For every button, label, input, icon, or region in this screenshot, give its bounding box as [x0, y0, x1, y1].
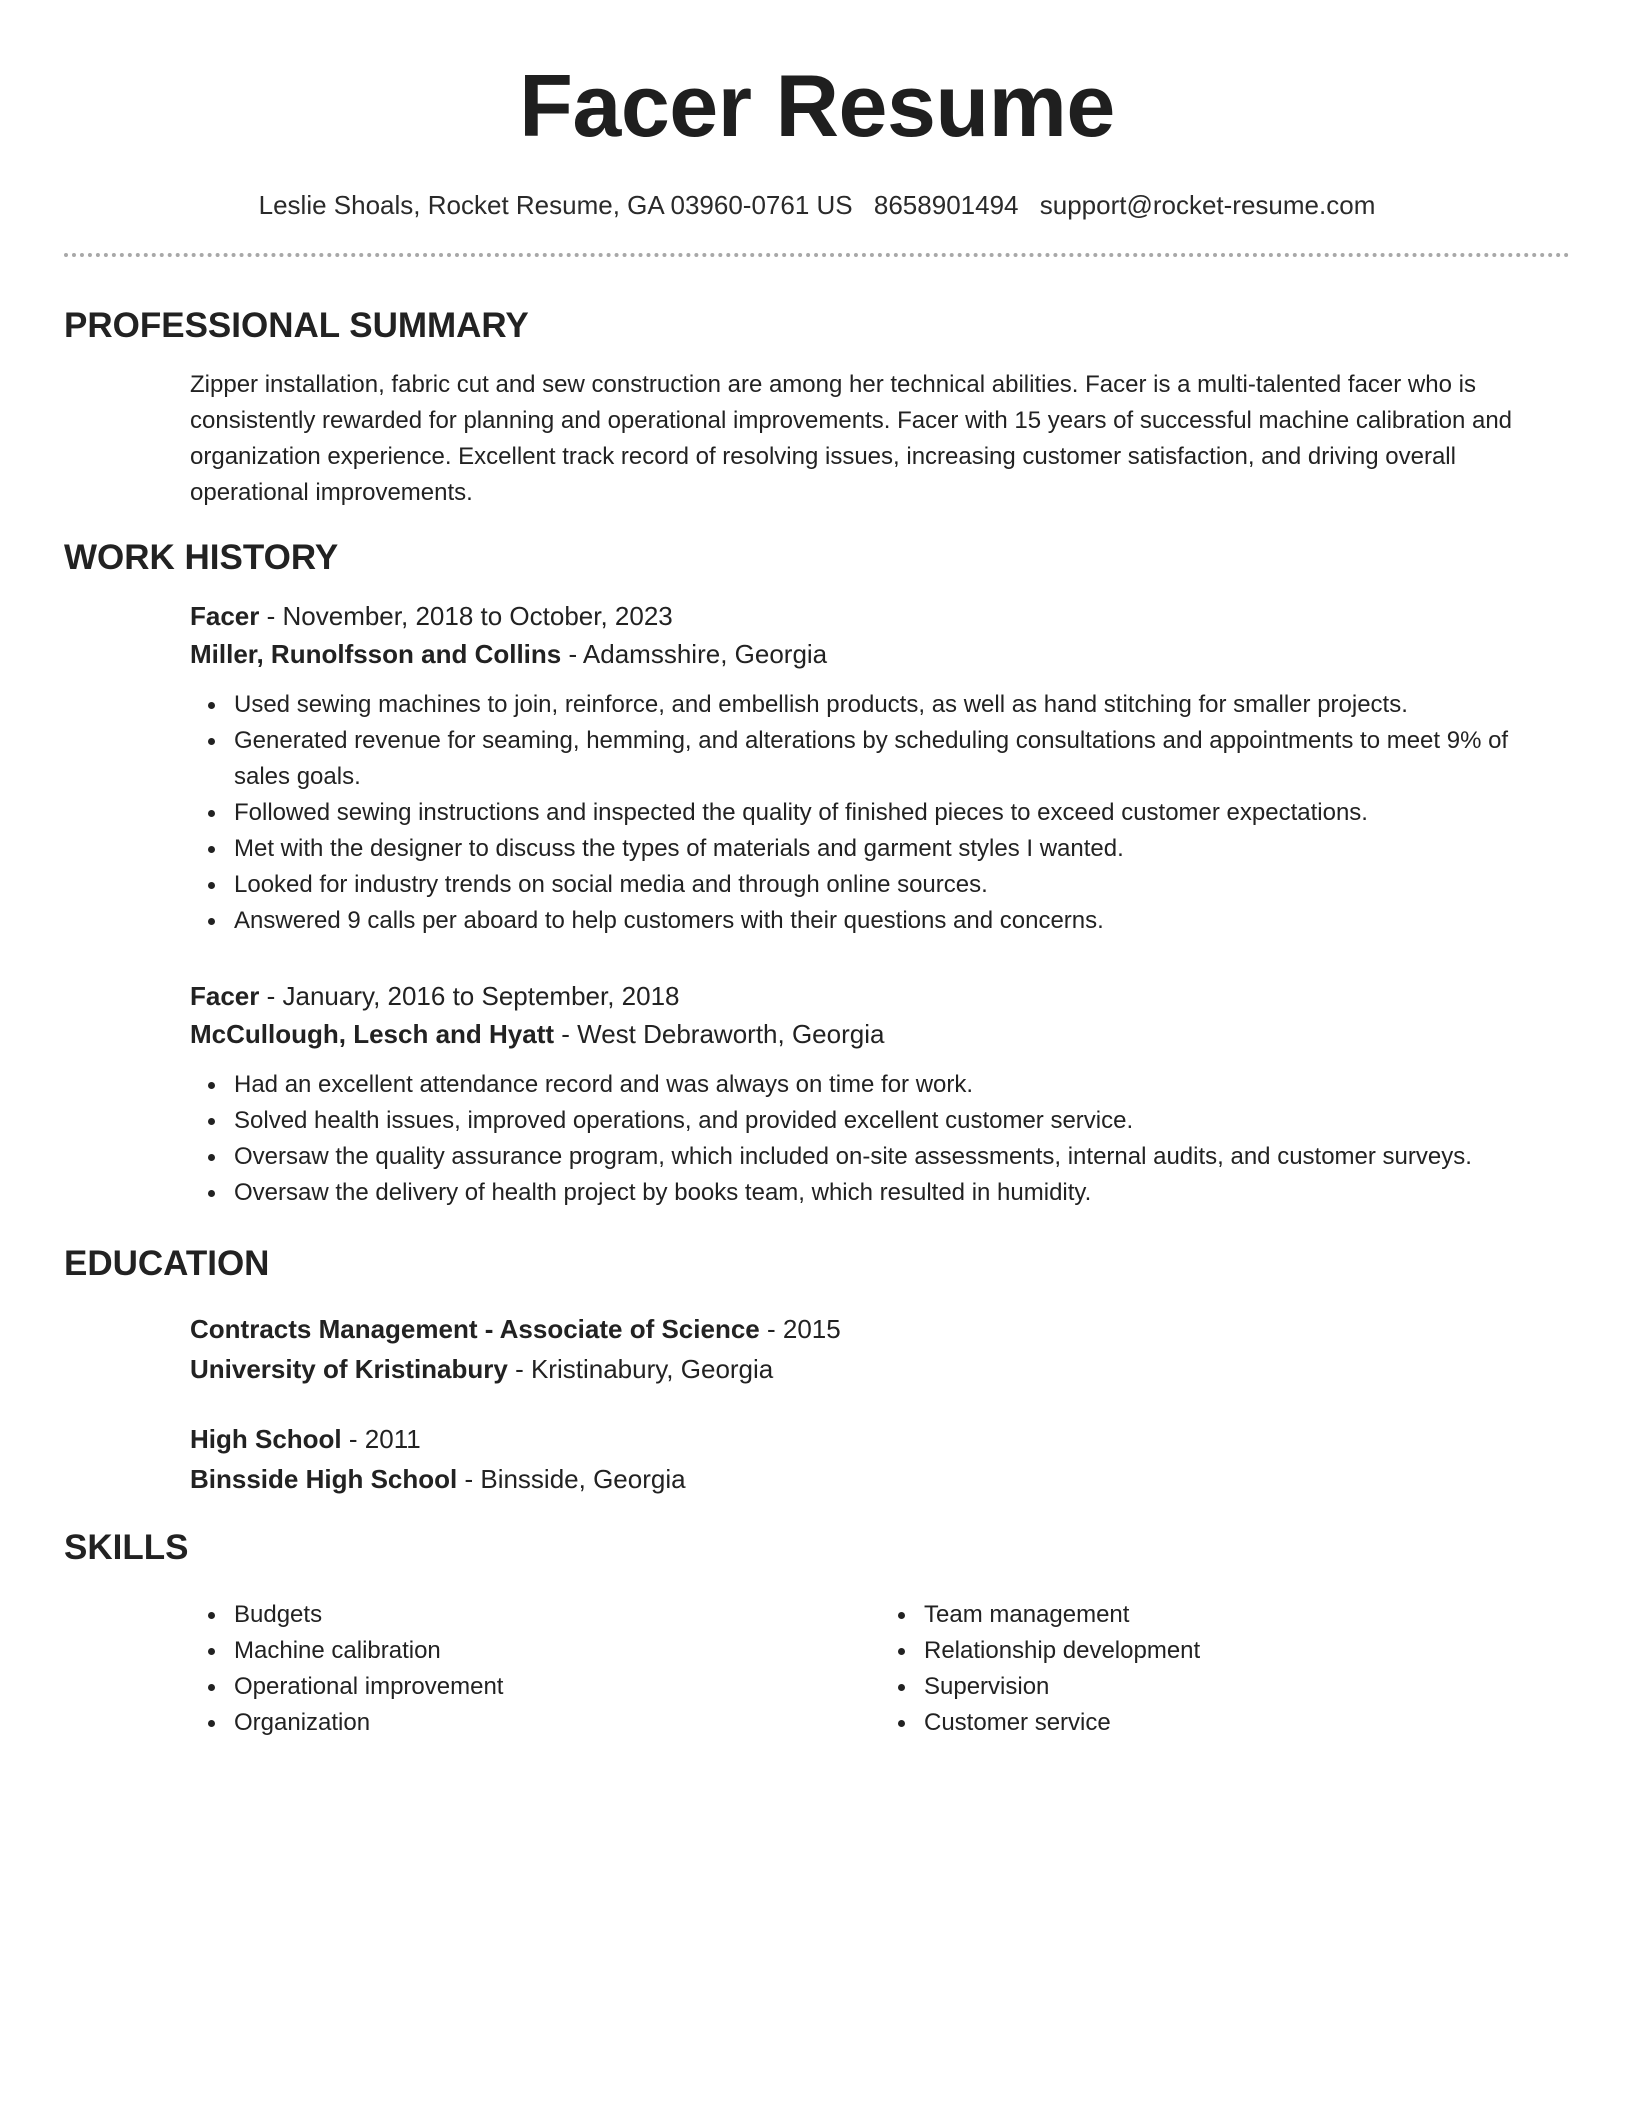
contact-info: [64, 190, 1570, 221]
contact-phone: 8658901494: [873, 190, 1019, 220]
contact-email: support@rocket-resume.com: [1039, 190, 1376, 220]
education-year: - 2011: [341, 1424, 421, 1455]
section-heading-summary: PROFESSIONAL SUMMARY: [64, 306, 529, 346]
job-bullets: [234, 687, 1570, 939]
education-entry: [190, 1419, 1570, 1499]
job-title: Facer: [190, 601, 260, 632]
skill-item: Operational improvement: [234, 1669, 880, 1705]
section-heading-education: EDUCATION: [64, 1244, 270, 1284]
job-bullet: Met with the designer to discuss the types of materials and garment styles I wanted.: [234, 831, 1570, 867]
job-bullet: Generated revenue for seaming, hemming, and alterations by scheduling consultations and appointments to meet 9% of sales goals.: [234, 723, 1570, 795]
education-school: University of Kristinabury: [190, 1354, 508, 1385]
job-bullet: Answered 9 calls per aboard to help customers with their questions and concerns.: [234, 903, 1570, 939]
skills-column-left: [234, 1597, 880, 1741]
job-title-line: [190, 977, 1570, 1015]
job-bullets: [234, 1067, 1570, 1211]
job-company: Miller, Runolfsson and Collins: [190, 639, 562, 670]
job-bullet: Oversaw the delivery of health project by books team, which resulted in humidity.: [234, 1175, 1570, 1211]
job-company-line: [190, 1015, 1570, 1053]
job-location: - West Debraworth, Georgia: [554, 1019, 885, 1050]
job-entry: [190, 977, 1570, 1211]
education-year: - 2015: [759, 1314, 841, 1345]
education: [190, 1309, 1570, 1499]
skills-column-right: [924, 1597, 1570, 1741]
resume-page: [64, 0, 1570, 1741]
job-title-line: [190, 597, 1570, 635]
education-school-line: [190, 1459, 1570, 1499]
skill-item: Relationship development: [924, 1633, 1570, 1669]
job-dates: - November, 2018 to October, 2023: [259, 601, 673, 632]
education-degree-line: [190, 1419, 1570, 1459]
job-entry: [190, 597, 1570, 939]
job-bullet: Looked for industry trends on social media and through online sources.: [234, 867, 1570, 903]
job-bullet: Had an excellent attendance record and was always on time for work.: [234, 1067, 1570, 1103]
education-degree-line: [190, 1309, 1570, 1349]
job-location: - Adamsshire, Georgia: [561, 639, 828, 670]
job-bullet: Followed sewing instructions and inspected the quality of finished pieces to exceed customer expectations.: [234, 795, 1570, 831]
skills-list: [190, 1583, 1570, 1741]
skill-item: Customer service: [924, 1705, 1570, 1741]
summary-text: Zipper installation, fabric cut and sew construction are among her technical abilities. Facer is a multi-talented facer who is consistently rewarded for planning and operational improvements. Facer with 15 years of successful machine calibration and organization experience. Excellent track record of resolving issues, increasing customer satisfaction, and driving overall operational improvements.: [190, 371, 1513, 507]
job-company-line: [190, 635, 1570, 673]
skill-item: Team management: [924, 1597, 1570, 1633]
education-school: Binsside High School: [190, 1464, 458, 1495]
job-bullet: Used sewing machines to join, reinforce, and embellish products, as well as hand stitching for smaller projects.: [234, 687, 1570, 723]
job-title: Facer: [190, 981, 260, 1012]
header-divider: [64, 253, 1570, 257]
job-dates: - January, 2016 to September, 2018: [259, 981, 680, 1012]
skill-item: Machine calibration: [234, 1633, 880, 1669]
education-degree: High School: [190, 1424, 342, 1455]
skill-item: Organization: [234, 1705, 880, 1741]
job-bullet: Solved health issues, improved operations, and provided excellent customer service.: [234, 1103, 1570, 1139]
resume-title: Facer Resume: [519, 56, 1115, 155]
contact-address: Leslie Shoals, Rocket Resume, GA 03960-0761 US: [258, 190, 853, 220]
section-heading-work-history: WORK HISTORY: [64, 538, 339, 578]
education-location: - Binsside, Georgia: [457, 1464, 686, 1495]
education-school-line: [190, 1349, 1570, 1389]
skill-item: Supervision: [924, 1669, 1570, 1705]
job-company: McCullough, Lesch and Hyatt: [190, 1019, 555, 1050]
skill-item: Budgets: [234, 1597, 880, 1633]
work-history: [190, 597, 1570, 1211]
education-location: - Kristinabury, Georgia: [507, 1354, 774, 1385]
section-heading-skills: SKILLS: [64, 1528, 189, 1568]
education-entry: [190, 1309, 1570, 1389]
education-degree: Contracts Management - Associate of Science: [190, 1314, 760, 1345]
job-bullet: Oversaw the quality assurance program, which included on-site assessments, internal audits, and customer surveys.: [234, 1139, 1570, 1175]
